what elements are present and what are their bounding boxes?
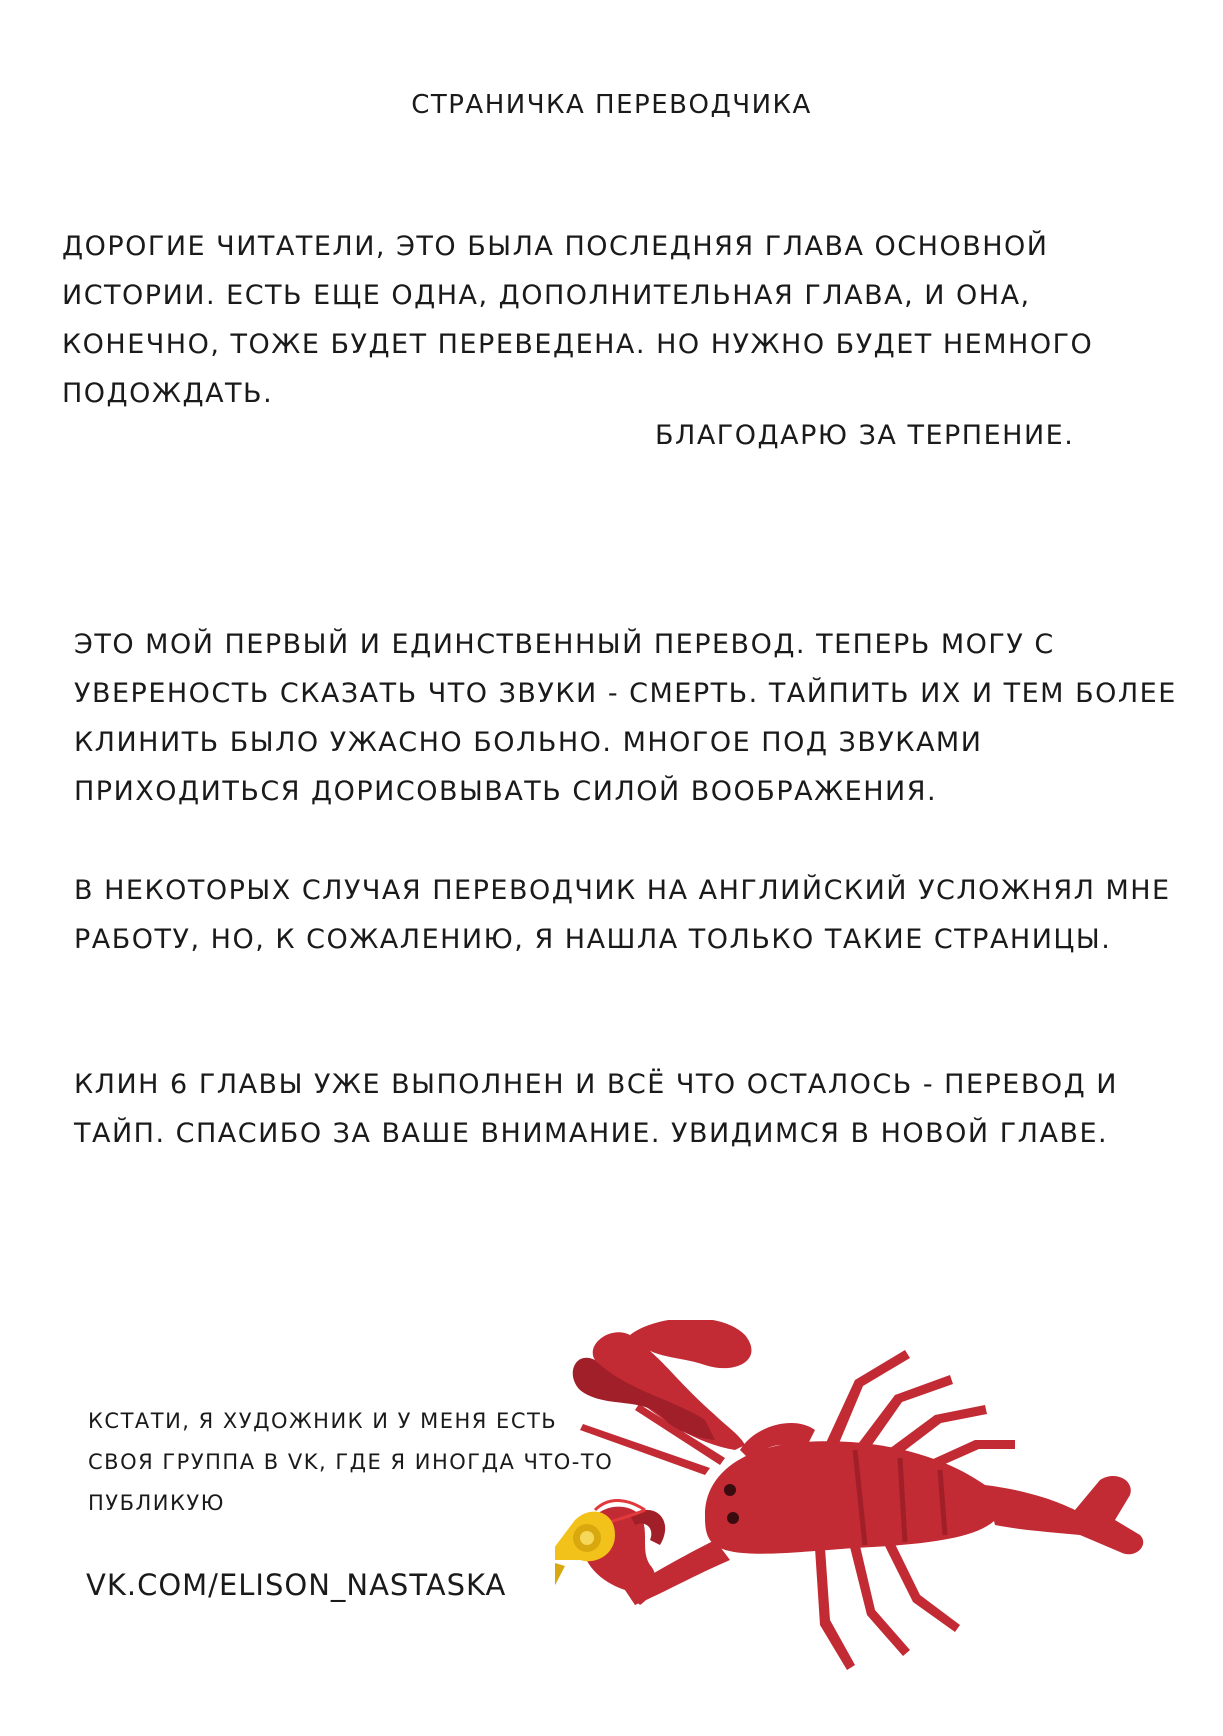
artist-note: КСТАТИ, Я ХУДОЖНИК И У МЕНЯ ЕСТЬ СВОЯ ГРУППА В VK, ГДЕ Я ИНОГДА ЧТО-ТО ПУБЛИКУЮ [88, 1409, 614, 1515]
page-title: СТРАНИЧКА ПЕРЕВОДЧИКА [411, 90, 812, 120]
lobster-with-whistle-icon [555, 1320, 1175, 1700]
paragraph-chapter-6: КЛИН 6 ГЛАВЫ УЖЕ ВЫПОЛНЕН И ВСЁ ЧТО ОСТАЛОСЬ - ПЕРЕВОД И ТАЙП. СПАСИБО ЗА ВАШЕ ВНИМАНИЕ. УВИДИМСЯ В НОВОЙ ГЛАВЕ. [74, 1069, 1119, 1149]
vk-link[interactable]: VK.COM/ELISON_NASTASKA [86, 1568, 507, 1602]
paragraph-last-chapter: ДОРОГИЕ ЧИТАТЕЛИ, ЭТО БЫЛА ПОСЛЕДНЯЯ ГЛАВА ОСНОВНОЙ ИСТОРИИ. ЕСТЬ ЕЩЕ ОДНА, ДОПОЛНИТЕЛЬНАЯ ГЛАВА, И ОНА, КОНЕЧНО, ТОЖЕ БУДЕТ ПЕРЕВЕДЕНА. НО НУЖНО БУДЕТ НЕМНОГО ПОДОЖДАТЬ. [62, 231, 1094, 409]
paragraph-first-translation: ЭТО МОЙ ПЕРВЫЙ И ЕДИНСТВЕННЫЙ ПЕРЕВОД. ТЕПЕРЬ МОГУ С УВЕРЕНОСТЬ СКАЗАТЬ ЧТО ЗВУКИ - СМЕРТЬ. ТАЙПИТЬ ИХ И ТЕМ БОЛЕЕ КЛИНИТЬ БЫЛО УЖАСНО БОЛЬНО. МНОГОЕ ПОД ЗВУКАМИ ПРИХОДИТЬСЯ ДОРИСОВЫВАТЬ СИЛОЙ ВООБРАЖЕНИЯ. [74, 629, 1177, 807]
thanks-line: БЛАГОДАРЮ ЗА ТЕРПЕНИЕ. [655, 420, 1075, 451]
paragraph-english-translator: В НЕКОТОРЫХ СЛУЧАЯ ПЕРЕВОДЧИК НА АНГЛИЙСКИЙ УСЛОЖНЯЛ МНЕ РАБОТУ, НО, К СОЖАЛЕНИЮ, Я НАШЛА ТОЛЬКО ТАКИЕ СТРАНИЦЫ. [74, 875, 1171, 955]
